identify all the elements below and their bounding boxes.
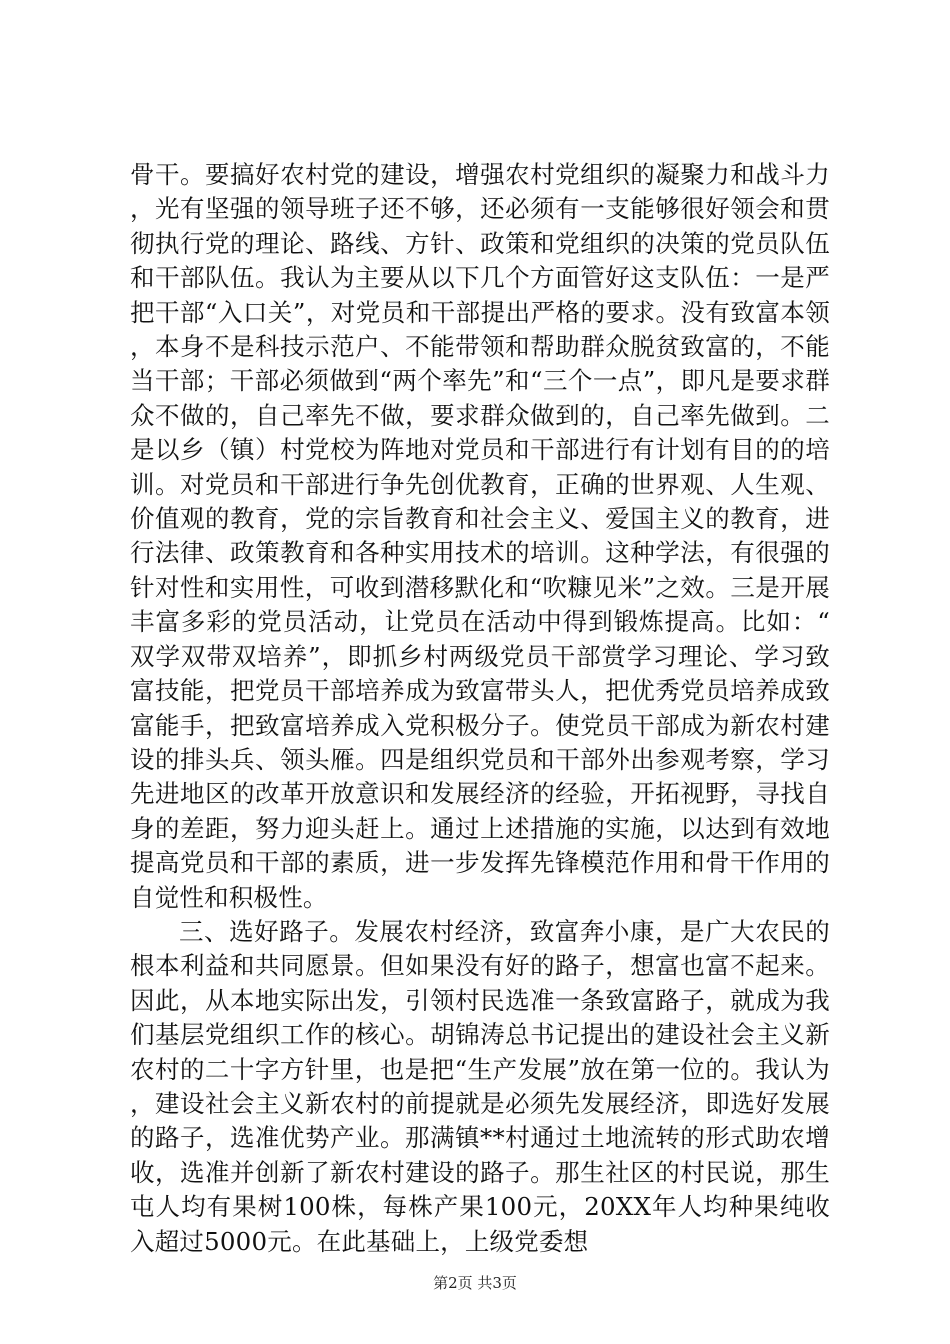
paragraph-section-three: 三、选好路子。发展农村经济，致富奔小康，是广大农民的根本利益和共同愿景。但如果没有好的路子，想富也富不起来。因此，从本地实际出发，引领村民选准一条致富路子，就成为我们基层党组织工作的核心。胡锦涛总书记提出的建设社会主义新农村的二十字方针里，也是把“生产发展”放在第一位的。我认为，建设社会主义新农村的前提就是必须先发展经济，即选好发展的路子，选准优势产业。那满镇**村通过土地流转的形式助农增收，选准并创新了新农村建设的路子。那生社区的村民说，那生屯人均有果树100株，每株产果100元，20XX年人均种果纯收入超过5000元。在此基础上，上级党委想: [130, 916, 830, 1256]
document-body: [130, 158, 830, 1259]
paragraph-continuation: 骨干。要搞好农村党的建设，增强农村党组织的凝聚力和战斗力，光有坚强的领导班子还不够，还必须有一支能够很好领会和贯彻执行党的理论、路线、方针、政策和党组织的决策的党员队伍和干部队伍。我认为主要从以下几个方面管好这支队伍：一是严把干部“入口关”，对党员和干部提出严格的要求。没有致富本领，本身不是科技示范户、不能带领和帮助群众脱贫致富的，不能当干部；干部必须做到“两个率先”和“三个一点”，即凡是要求群众不做的，自己率先不做，要求群众做到的，自己率先做到。二是以乡（镇）村党校为阵地对党员和干部进行有计划有目的的培训。对党员和干部进行争先创优教育，正确的世界观、人生观、价值观的教育，党的宗旨教育和社会主义、爱国主义的教育，进行法律、政策教育和各种实用技术的培训。这种学法，有很强的针对性和实用性，可收到潜移默化和“吹糠见米”之效。三是开展丰富多彩的党员活动，让党员在活动中得到锻炼提高。比如：“双学双带双培养”，即抓乡村两级党员干部赏学习理论、学习致富技能，把党员干部培养成为致富带头人，把优秀党员培养成致富能手，把致富培养成入党积极分子。使党员干部成为新农村建设的排头兵、领头雁。四是组织党员和干部外出参观考察，学习先进地区的改革开放意识和发展经济的经验，开拓视野，寻找自身的差距，努力迎头赶上。通过上述措施的实施，以达到有效地提高党员和干部的素质，进一步发挥先锋模范作用和骨干作用的自觉性和积极性。: [130, 160, 830, 912]
page-footer: [0, 1273, 950, 1293]
page-number-label: 第2页 共3页: [433, 1274, 517, 1292]
